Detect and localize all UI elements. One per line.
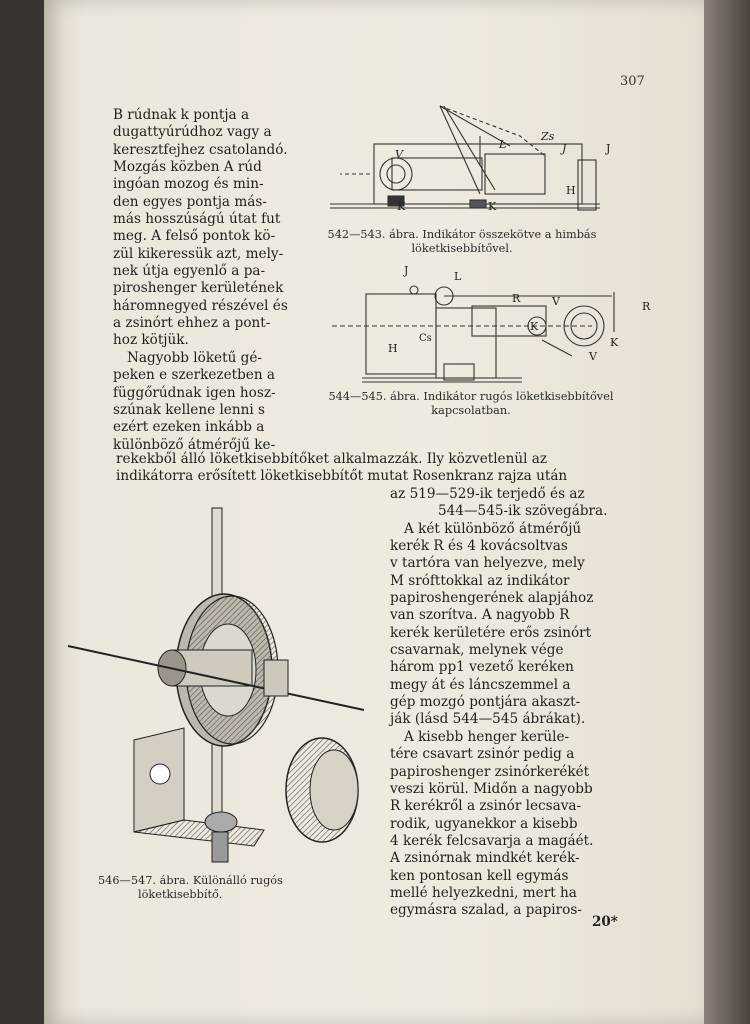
signature-mark: 20* bbox=[592, 914, 618, 930]
fig2-label: R bbox=[642, 300, 651, 313]
text-line: a zsinórt ehhez a pont- bbox=[113, 315, 271, 332]
figure-544-545-diagram bbox=[332, 268, 632, 388]
text-line: kerék R és 4 kovácsoltvas bbox=[390, 538, 568, 555]
text-line: meg. A felső pontok kö- bbox=[113, 228, 276, 245]
text-line: van szorítva. A nagyobb R bbox=[390, 607, 570, 624]
fig2-label: J bbox=[404, 264, 409, 277]
fig1-label: J bbox=[606, 142, 611, 155]
fig1-label: K bbox=[488, 200, 497, 213]
caption-line: 546—547. ábra. Különálló rugós bbox=[98, 874, 283, 887]
text-line: R kerékről a zsinór lecsava- bbox=[390, 798, 582, 815]
text-line: ken pontosan kell egymás bbox=[390, 867, 569, 884]
text-line: ezért ezeken inkább a bbox=[113, 419, 265, 436]
fig2-label: R bbox=[512, 292, 521, 305]
fig2-label: Cs bbox=[419, 333, 432, 344]
text-line: v tartóra van helyezve, mely bbox=[390, 555, 585, 572]
text-line: megy át és láncszemmel a bbox=[390, 676, 571, 693]
text-line: mellé helyezkedni, mert ha bbox=[390, 884, 577, 901]
text-line: A két különböző átmérőjű bbox=[404, 520, 582, 537]
text-line: egymásra szalad, a papiros- bbox=[390, 902, 582, 919]
full-width-text bbox=[116, 451, 676, 486]
text-line: Nagyobb löketű gé- bbox=[127, 349, 262, 366]
text-line: indikátorra erősített löketkisebbítőt mutat Rosenkranz rajza után bbox=[116, 468, 568, 485]
fig2-label: H bbox=[388, 342, 398, 355]
text-line: keresztfejhez csatolandó. bbox=[113, 141, 288, 158]
text-line: A kisebb henger kerüle- bbox=[404, 728, 570, 745]
text-line: Mozgás közben A rúd bbox=[113, 159, 262, 176]
figure-544-545-caption bbox=[306, 390, 636, 418]
caption-line: löketkisebbítő. bbox=[138, 888, 223, 901]
left-text-column bbox=[113, 107, 323, 454]
text-line: piroshenger kerületének bbox=[113, 280, 284, 297]
fig1-label: L bbox=[499, 138, 507, 151]
text-line: gép mozgó pontjára akaszt- bbox=[390, 694, 581, 711]
fig2-label: K bbox=[610, 336, 619, 349]
fig1-label: H bbox=[566, 184, 576, 197]
fig1-label: Zs bbox=[541, 130, 555, 143]
text-line: peken e szerkezetben a bbox=[113, 367, 276, 384]
text-line: B rúdnak k pontja a bbox=[113, 107, 250, 123]
right-text-column bbox=[390, 486, 608, 920]
fig2-label: V bbox=[589, 350, 597, 363]
text-line: papiroshengerének alapjához bbox=[390, 590, 594, 607]
text-line: A zsinórnak mindkét kerék- bbox=[390, 850, 580, 867]
text-line: tére csavart zsinór pedig a bbox=[390, 746, 575, 763]
text-line: den egyes pontja más- bbox=[113, 193, 267, 210]
text-line: nek útja egyenlő a pa- bbox=[113, 263, 266, 280]
text-line: rodik, ugyanekkor a kisebb bbox=[390, 815, 578, 832]
caption-line: 542—543. ábra. Indikátor összekötve a himbás bbox=[327, 228, 597, 241]
figure-546-547-engraving bbox=[64, 500, 394, 870]
text-line: dugattyúrúdhoz vagy a bbox=[113, 124, 272, 141]
figure-546-547-caption bbox=[98, 874, 328, 902]
caption-line: kapcsolatban. bbox=[431, 404, 511, 417]
text-line: más hosszúságú útat fut bbox=[113, 211, 281, 228]
text-line: papiroshenger zsinórkerékét bbox=[390, 763, 590, 780]
text-line: függőrúdnak igen hosz- bbox=[113, 384, 276, 401]
text-line: szúnak kellene lenni s bbox=[113, 401, 266, 418]
figure-542-543-diagram bbox=[330, 96, 610, 218]
text-line: ják (lásd 544—545 ábrákat). bbox=[390, 711, 586, 728]
text-line: kerék kerületére erős zsinórt bbox=[390, 624, 592, 641]
fig2-label: K bbox=[530, 320, 539, 333]
text-line: zül kikeressük azt, mely- bbox=[113, 245, 284, 262]
fig2-label: V bbox=[552, 295, 560, 308]
text-line: különböző átmérőjű ke- bbox=[113, 436, 276, 453]
text-line: 4 kerék felcsavarja a magáét. bbox=[390, 832, 594, 849]
fig1-label: K bbox=[397, 200, 406, 213]
text-line: veszi körül. Midőn a nagyobb bbox=[390, 780, 593, 797]
text-line: háromnegyed részével és bbox=[113, 297, 288, 314]
book-page bbox=[44, 0, 704, 1024]
text-line: rekekből álló löketkisebbítőket alkalmazzák. Ily közvetlenül az bbox=[116, 451, 548, 467]
text-line: három pp1 vezető keréken bbox=[390, 659, 574, 676]
text-line: ingóan mozog és min- bbox=[113, 176, 264, 193]
caption-line: 544—545. ábra. Indikátor rugós löketkisebbítővel bbox=[328, 390, 614, 403]
caption-line: löketkisebbítővel. bbox=[411, 242, 513, 255]
fig1-label: J bbox=[562, 142, 567, 155]
fig1-label: V bbox=[395, 148, 403, 161]
book-edge bbox=[704, 0, 750, 1024]
figure-542-543-caption bbox=[312, 228, 612, 256]
text-line: hoz kötjük. bbox=[113, 332, 189, 349]
text-line: az 519—529-ik terjedő és az bbox=[390, 486, 585, 502]
fig2-label: L bbox=[454, 270, 462, 283]
text-line: 544—545-ik szövegábra. bbox=[438, 503, 608, 520]
page-number: 307 bbox=[620, 74, 645, 89]
text-line: csavarnak, melynek vége bbox=[390, 642, 564, 659]
text-line: M srófttokkal az indikátor bbox=[390, 572, 570, 589]
